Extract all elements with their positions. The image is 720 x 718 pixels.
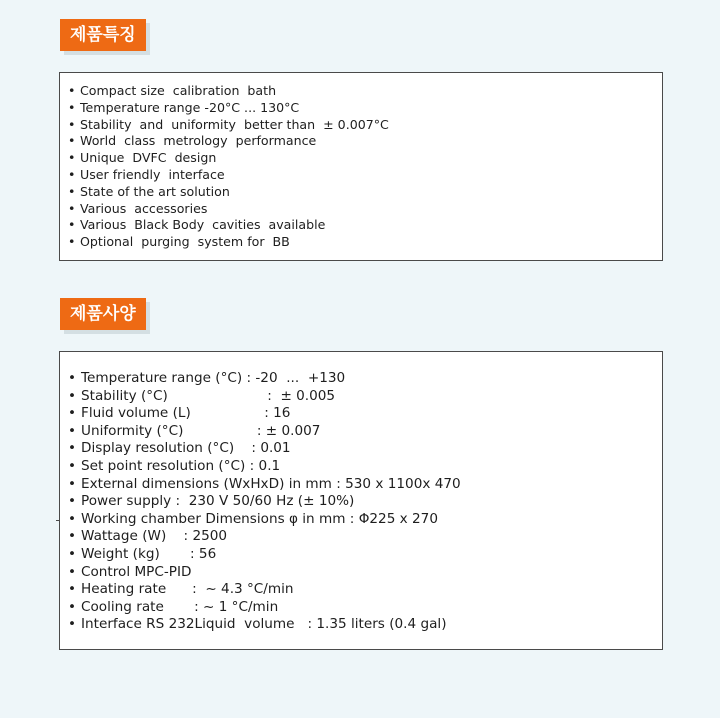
list-item: • State of the art solution: [68, 183, 230, 199]
list-item: • Compact size calibration bath: [68, 83, 277, 98]
features-box: [59, 72, 663, 261]
bullet-icon: •: [68, 116, 76, 132]
bullet-icon: •: [68, 616, 77, 633]
list-item: • Stability (°C) : ± 0.005: [68, 387, 336, 404]
bullet-icon: •: [68, 99, 76, 115]
list-item: • Unique DVFC design: [68, 150, 217, 166]
bullet-icon: •: [68, 563, 77, 580]
bullet-icon: •: [68, 83, 76, 98]
list-item: • Various Black Body cavities available: [68, 217, 326, 233]
list-item: • Control MPC-PID: [68, 563, 192, 580]
list-item: • Optional purging system for BB: [68, 234, 290, 250]
bullet-icon: •: [68, 200, 76, 216]
bullet-icon: •: [68, 183, 76, 199]
bullet-icon: •: [68, 405, 77, 422]
list-item: • Temperature range -20°C ... 130°C: [68, 99, 300, 115]
list-item: • Power supply : 230 V 50/60 Hz (± 10%): [68, 493, 355, 510]
bullet-icon: •: [68, 387, 77, 404]
bullet-icon: •: [68, 475, 77, 492]
border-tick-mark: [56, 520, 60, 521]
list-item: • Interface RS 232Liquid volume : 1.35 liters (0.4 gal): [68, 616, 447, 633]
list-item: • Set point resolution (°C) : 0.1: [68, 457, 281, 474]
list-item: • Various accessories: [68, 200, 208, 216]
bullet-icon: •: [68, 598, 77, 615]
features-list: [60, 73, 662, 251]
list-item: • Weight (kg) : 56: [68, 545, 217, 562]
bullet-icon: •: [68, 457, 77, 474]
list-item: • Wattage (W) : 2500: [68, 528, 228, 545]
list-item: • Fluid volume (L) : 16: [68, 405, 291, 422]
list-item: • World class metrology performance: [68, 133, 317, 149]
bullet-icon: •: [68, 133, 76, 149]
bullet-icon: •: [68, 370, 77, 386]
list-item: • Temperature range (°C) : -20 ... +130: [68, 370, 346, 386]
bullet-icon: •: [68, 528, 77, 545]
list-item: • Uniformity (°C) : ± 0.007: [68, 422, 321, 439]
list-item: • Stability and uniformity better than ± 0.007°C: [68, 116, 389, 132]
specs-title-tag: 제품사양: [60, 298, 146, 330]
specs-list: [60, 352, 662, 634]
bullet-icon: •: [68, 440, 77, 457]
list-item: • Heating rate : ~ 4.3 °C/min: [68, 581, 294, 598]
bullet-icon: •: [68, 234, 76, 250]
specs-box: [59, 351, 663, 650]
list-item: • Working chamber Dimensions φ in mm : Φ225 x 270: [68, 510, 438, 527]
list-item: • Display resolution (°C) : 0.01: [68, 440, 291, 457]
bullet-icon: •: [68, 510, 77, 527]
bullet-icon: •: [68, 150, 76, 166]
features-title-tag: 제품특징: [60, 19, 146, 51]
list-item: • User friendly interface: [68, 166, 225, 182]
bullet-icon: •: [68, 545, 77, 562]
list-item: • Cooling rate : ~ 1 °C/min: [68, 598, 279, 615]
list-item: • External dimensions (WxHxD) in mm : 530 x 1100x 470: [68, 475, 461, 492]
bullet-icon: •: [68, 166, 76, 182]
bullet-icon: •: [68, 422, 77, 439]
bullet-icon: •: [68, 493, 77, 510]
bullet-icon: •: [68, 581, 77, 598]
bullet-icon: •: [68, 217, 76, 233]
